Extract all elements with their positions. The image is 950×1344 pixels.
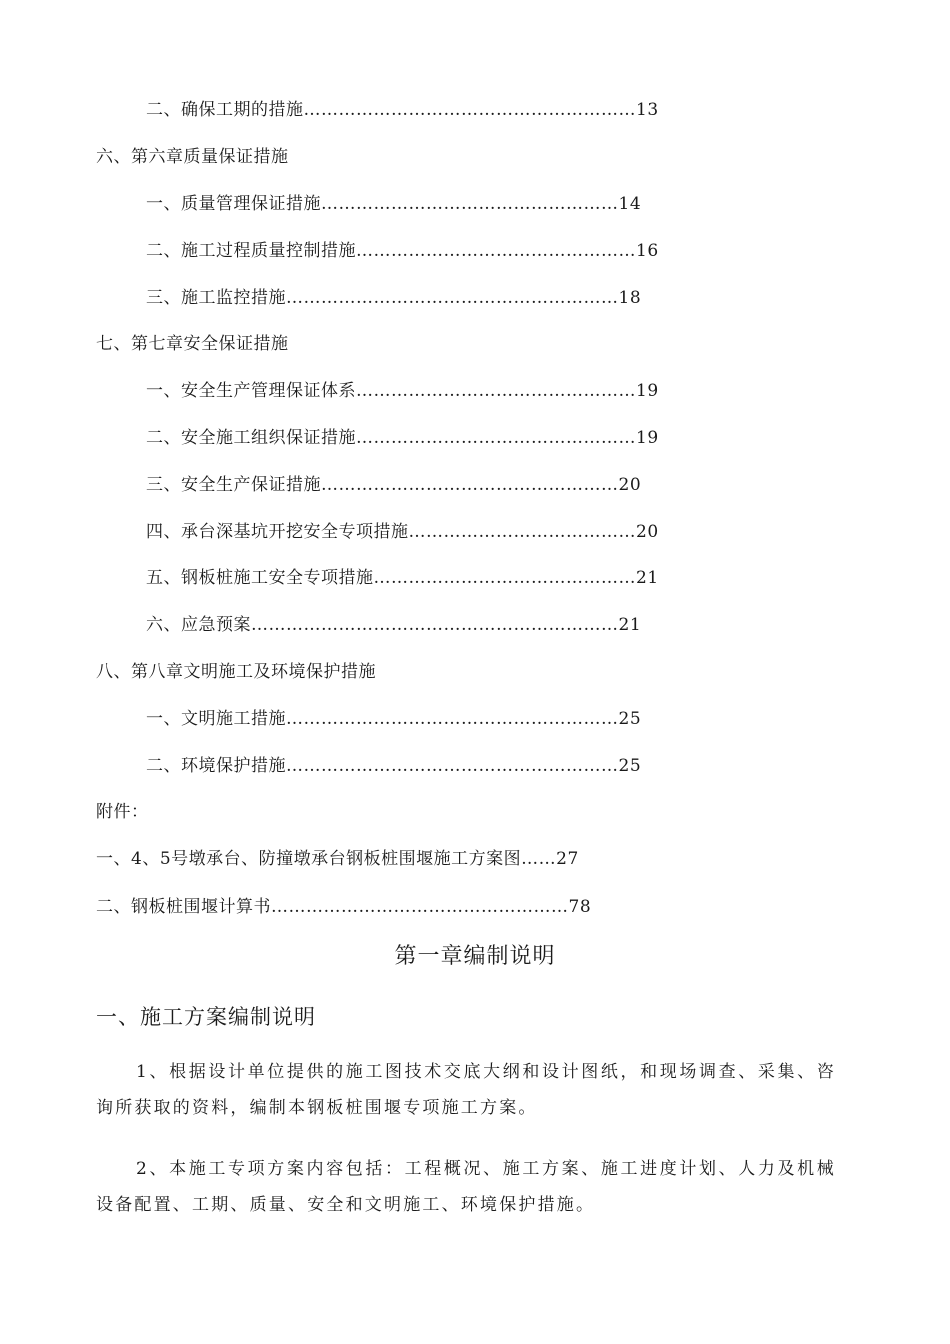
toc-entry[interactable]: 一、安全生产管理保证体系…………………………………………19 (146, 381, 659, 401)
toc-entry[interactable]: 四、承台深基坑开挖安全专项措施…………………………………20 (146, 522, 659, 542)
toc-entry[interactable]: 二、安全施工组织保证措施…………………………………………19 (146, 428, 659, 448)
chapter-title: 第一章编制说明 (394, 944, 556, 969)
toc-entry[interactable]: 六、应急预案………………………………………………………21 (146, 615, 642, 635)
body-paragraph: 1、根据设计单位提供的施工图技术交底大纲和设计图纸，和现场调查、采集、咨询所获取的资料，编制本钢板桩围堰专项施工方案。 (96, 1062, 836, 1118)
toc-entry[interactable]: 三、安全生产保证措施……………………………………………20 (146, 475, 642, 495)
toc-entry[interactable]: 一、文明施工措施…………………………………………………25 (146, 709, 642, 729)
toc-entry[interactable]: 二、环境保护措施…………………………………………………25 (146, 756, 642, 776)
toc-chapter[interactable]: 六、第六章质量保证措施 (96, 147, 289, 167)
toc-chapter[interactable]: 八、第八章文明施工及环境保护措施 (96, 662, 376, 682)
toc-entry[interactable]: 二、钢板桩围堰计算书……………………………………………78 (96, 897, 592, 917)
section-title: 一、施工方案编制说明 (96, 1005, 316, 1029)
toc-entry[interactable]: 二、施工过程质量控制措施…………………………………………16 (146, 241, 659, 261)
body-paragraph: 2、本施工专项方案内容包括：工程概况、施工方案、施工进度计划、人力及机械设备配置、工期、质量、安全和文明施工、环境保护措施。 (96, 1159, 836, 1215)
toc-chapter[interactable]: 七、第七章安全保证措施 (96, 334, 289, 354)
toc-entry[interactable]: 五、钢板桩施工安全专项措施………………………………………21 (146, 568, 659, 588)
toc-entry[interactable]: 一、质量管理保证措施……………………………………………14 (146, 194, 642, 214)
toc-entry[interactable]: 三、施工监控措施…………………………………………………18 (146, 288, 642, 308)
toc-appendix-heading: 附件： (96, 802, 149, 822)
toc-entry[interactable]: 二、确保工期的措施…………………………………………………13 (146, 100, 659, 120)
toc-entry[interactable]: 一、4、5号墩承台、防撞墩承台钢板桩围堰施工方案图……27 (96, 849, 579, 869)
